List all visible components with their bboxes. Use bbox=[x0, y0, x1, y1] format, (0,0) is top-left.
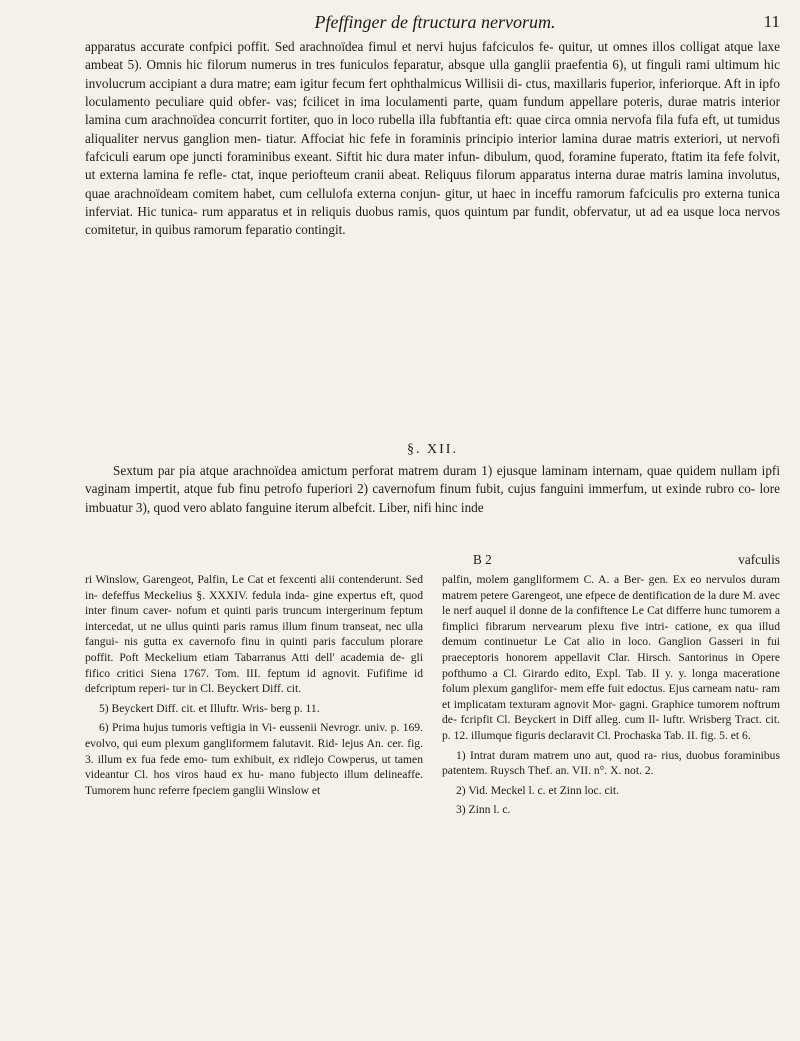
footnote-column-right bbox=[442, 572, 780, 822]
catchword: vafculis bbox=[738, 552, 780, 567]
running-title: Pfeffinger de ftructura nervorum. bbox=[314, 12, 556, 32]
signature-mark: B 2 bbox=[473, 552, 492, 567]
section-heading: §. XII. bbox=[407, 442, 458, 457]
catchline bbox=[85, 552, 780, 570]
footnote-5: 5) Beyckert Diff. cit. et Illuftr. Wris- berg p. 11. bbox=[99, 701, 320, 715]
footnote-1: 1) Intrat duram matrem uno aut, quod ra- rius, duobus foraminibus patentem. Ruysch Thef. an. VII. n°. X. not. 2. bbox=[442, 748, 780, 778]
footnote-continuation-right: palfin, molem gangliformem C. A. a Ber- gen. Ex eo nervulos duram matrem petere Garengeot, une efpece de dentification de la dure M. avec le nerf auquel il donne de la confiftence Le Cat differre hunc tumorem a fimplici fibrarum nervearum plexu five intri- catione, ex qua illud demum continuetur Le Cat alio in loco. Ganglion Gasseri in fui praeceptoris honorem appellavit Clar. Hirsch. Santorinus in Opere pofthumo a Cl. Girardo edito, Expl. Tab. II y. y. longa maceratione folum plexum ganglifor- mem effe fuit edoctus. Ejus carneam natu- ram et implicatam texturam agnovit Mor- gagni. Graphice tumorem noftrum de- fcripfit Cl. Beyckert in Diff alleg. cum Il- luftr. Wrisberg Tract. cit. p. 12. illumque figuris declaravit Cl. Prochaska Tab. II. fig. 5. et 6. bbox=[442, 573, 780, 742]
main-text-block bbox=[85, 38, 780, 240]
page-number: 11 bbox=[763, 12, 780, 31]
footnote-column-left bbox=[85, 572, 423, 822]
footnotes bbox=[85, 572, 780, 822]
main-text-block-2 bbox=[85, 462, 780, 517]
footnote-3: 3) Zinn l. c. bbox=[456, 803, 511, 817]
page-header bbox=[90, 10, 780, 36]
footnote-continuation-left: ri Winslow, Garengeot, Palfin, Le Cat et fexcenti alii contenderunt. Sed in- defeffus Meckelius §. XXXIV. fedula inda- gine expertus eft, quod inter finum caver- nofum et quinti paris truncum intergerinum feptum intercedat, ut ne ullus quinti paris ramus illum finum transeat, nec ulla fangui- nis gutta ex cavernofo finu in quinti paris facculum plorare poffit. Poft Meckelium etiam Tabarranus Atti dell' academia de- gli fifico critici Siena 1767. Tom. III. feptum id agnovit. Fufifime id defcriptum reperi- tur in Cl. Beyckert Diff. cit. bbox=[85, 573, 423, 696]
paragraph-1: apparatus accurate confpici poffit. Sed arachnoïdea fimul et nervi hujus fafciculos fe- quitur, ut omnes illos colligat atque laxe ambeat 5). Omnis hic filorum numerus in tres funiculos feparatur, absque ulla ganglii praefentia 6), ut finguli rami ultimum hic involucrum accipiant a dura matre; eam igitur fecum fert ophthalmicus Willisii di- ctus, maxillaris fuperior, inferiorque. Aft in ipfo loculamento peculiare quid obfer- vas; fcilicet in ima loculamenti parte, quam fundum appellare poteris, durae matris interior lamina cum arachnoïdea concurrit fortiter, quo in loco rubella illa fubftantia eft: quae circa omnia nervofa fila fufa eft, ut tumidus aliqualiter nervus ganglion men- tiatur. Affociat hic fefe in foraminis principio interior lamina durae matris exteriori, ut nervofi fafciculi earum ope juncti foraminibus exeant. Siftit hic dura mater infun- dibulum, quod, foramine fuperato, ftatim ita fefe folvit, ut externa lamina fe refle- ctat, inque periofteum cranii abeat. Reliquus filorum apparatus interna durae matris lamina involutus, quae arachnoïdeam comitem habet, cum cellulofa externa conjun- gitur, ut haec in inceffu ramorum fafciculis pro externa tunica inferviat. Hic tunica- rum apparatus et in reliquis duobus ramis, quos quintum par fundit, obfervatur, ut ad ea usque loca nervos comitetur, in quibus ramorum feparatio contingit. bbox=[85, 39, 780, 238]
footnote-2: 2) Vid. Meckel l. c. et Zinn loc. cit. bbox=[456, 783, 619, 797]
footnote-6: 6) Prima hujus tumoris veftigia in Vi- eussenii Nevrogr. univ. p. 169. evolvo, qui eum plexum gangliformem falutavit. Rid- lejus An. cer. fig. 3. illum ex fua fede emo- tum exhibuit, ex ridlejo Cowperus, ut tamen videantur Cl. hos viros haud ex hu- mano fubjecto illum delineaffe. Tumorem hunc referre fpeciem ganglii Winslow et bbox=[85, 721, 423, 797]
paragraph-2: Sextum par pia atque arachnoïdea amictum perforat matrem duram 1) ejusque laminam internam, quae quidem nullam ipfi vaginam impertit, atque fub finu petrofo fuperiori 2) cavernofum finum fubit, cujus fanguini immerfum, ut exinde rubro co- lore imbuatur 3), quod vero ablato fanguine iterum albefcit. Liber, nifi hinc inde bbox=[85, 463, 780, 515]
